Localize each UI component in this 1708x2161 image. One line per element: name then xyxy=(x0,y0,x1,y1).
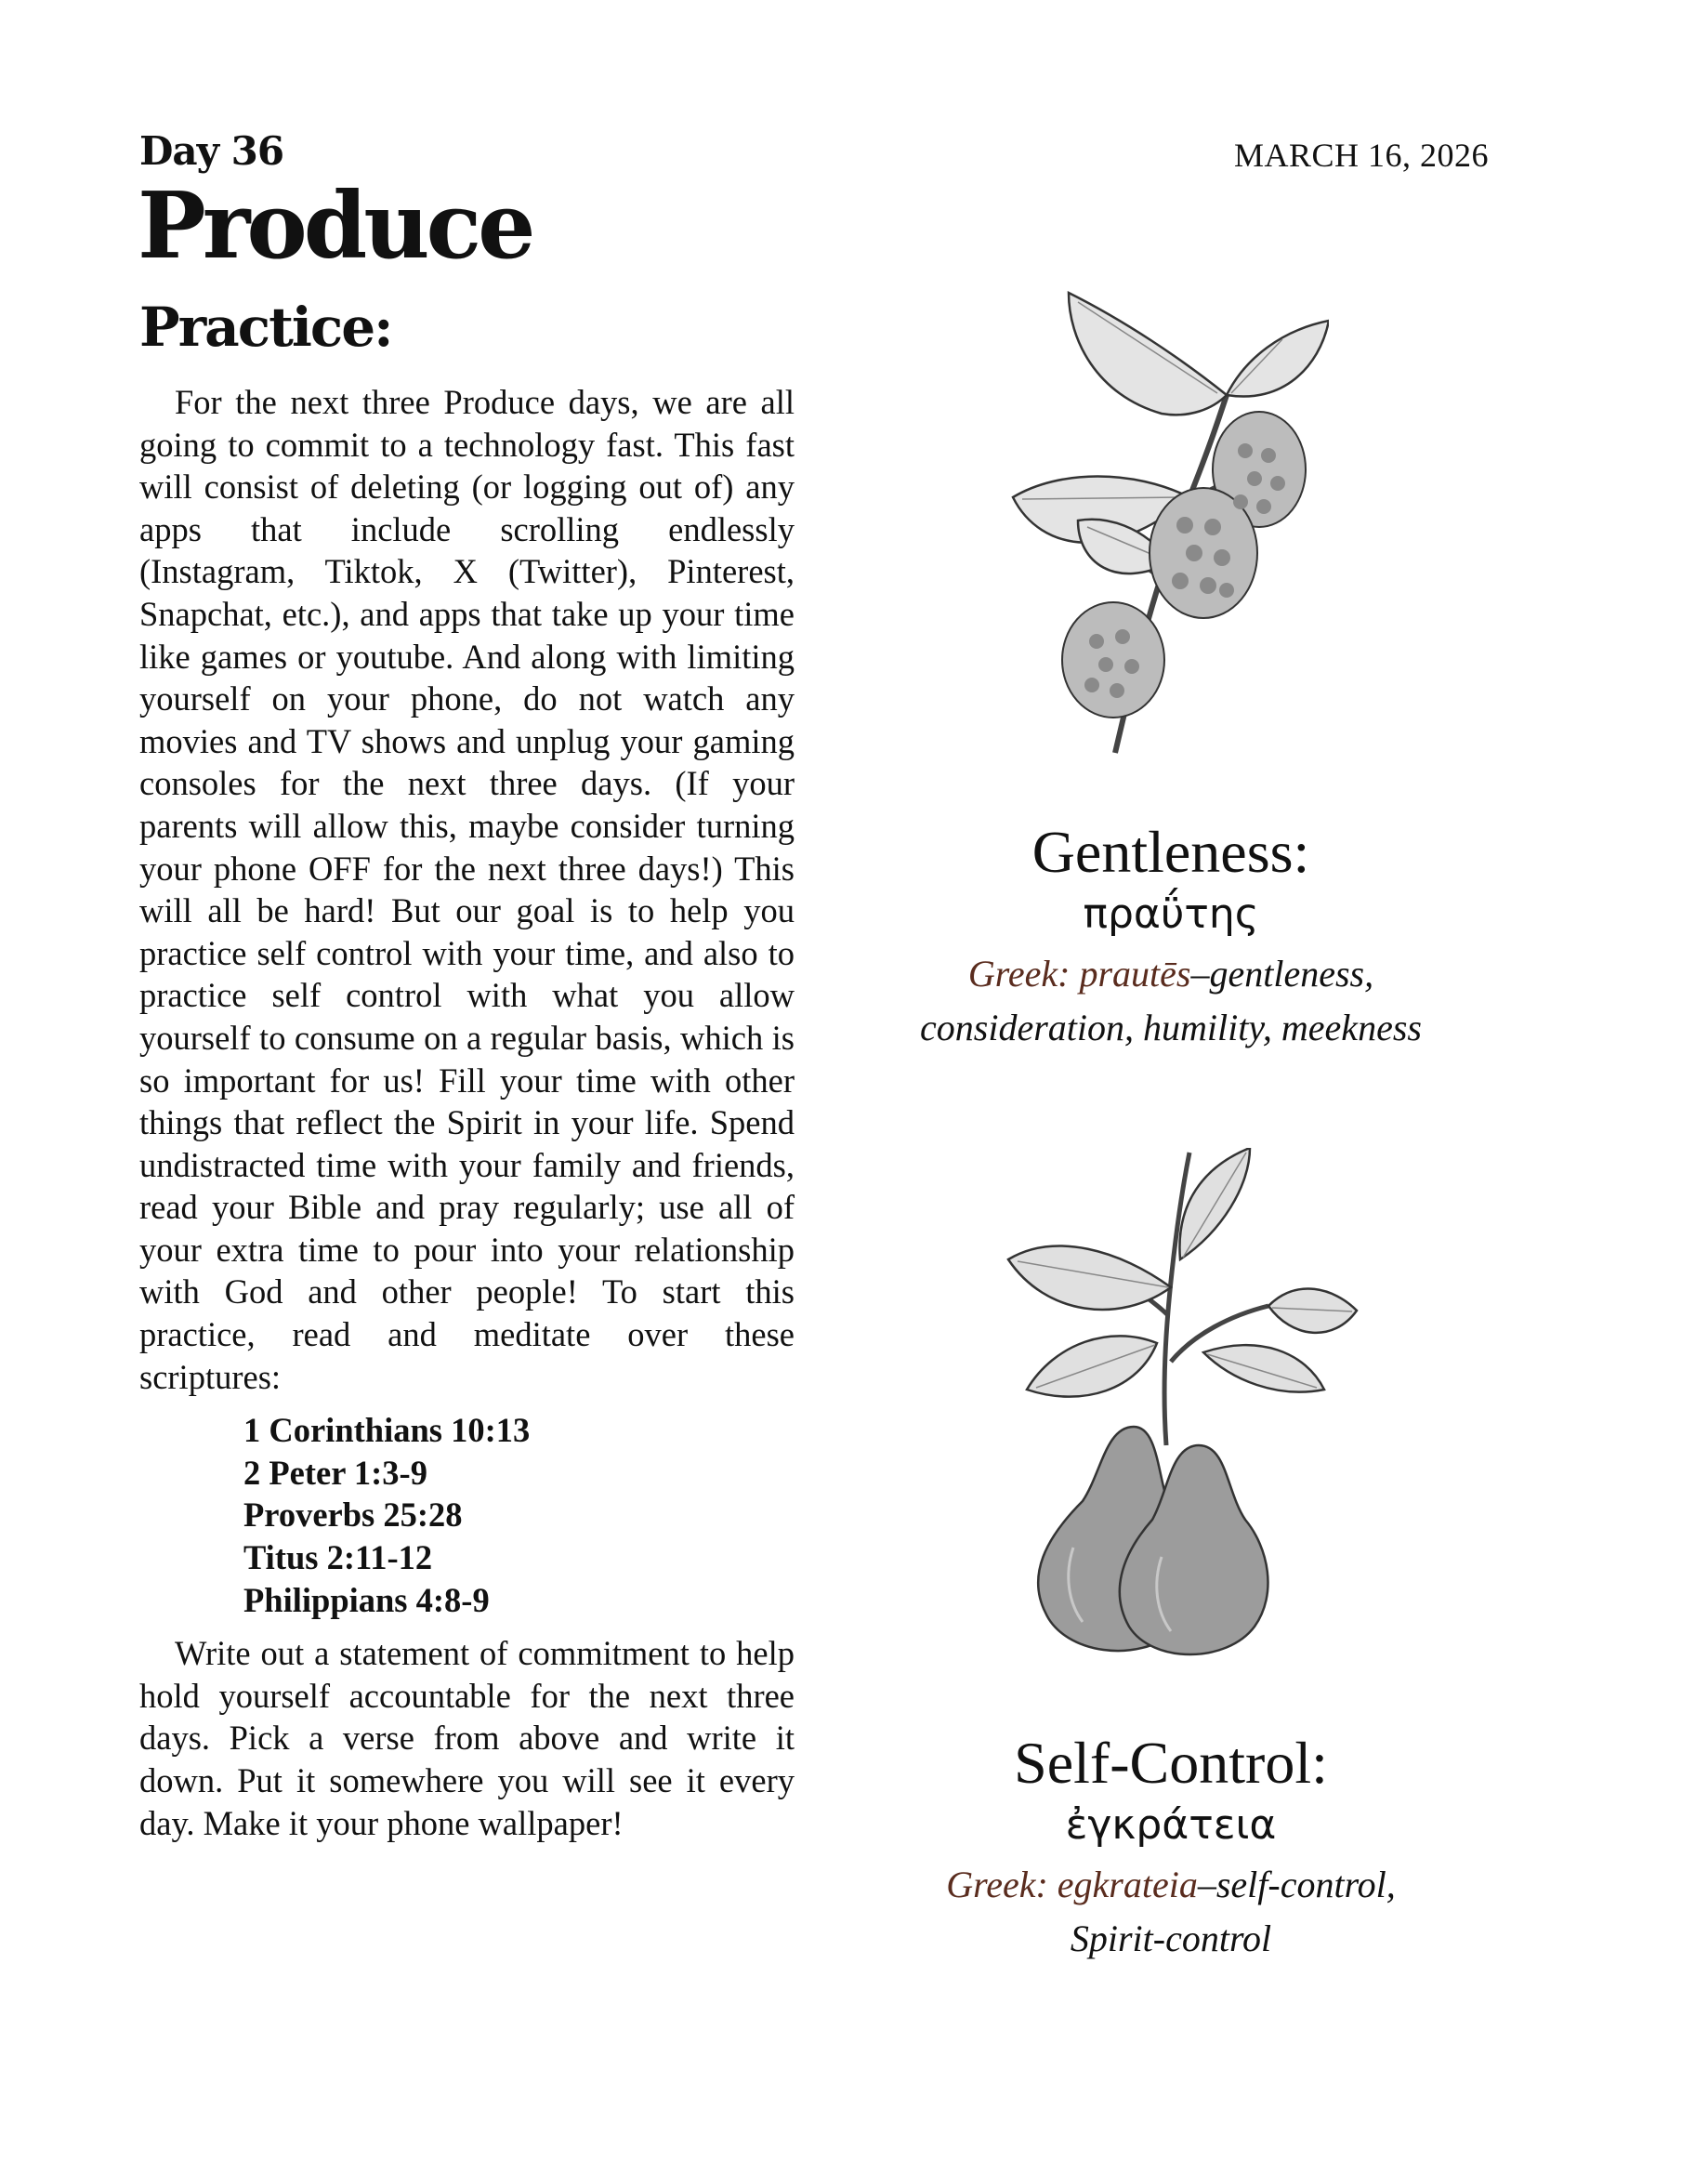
practice-body xyxy=(139,381,795,1844)
scripture-item: Titus 2:11-12 xyxy=(243,1538,433,1577)
raspberry-illustration xyxy=(976,283,1329,767)
scripture-item: 1 Corinthians 10:13 xyxy=(243,1411,531,1450)
date: MARCH 16, 2026 xyxy=(1233,137,1489,174)
page-title: Produce xyxy=(138,173,532,280)
gloss-text: –self-control, xyxy=(1197,1863,1396,1905)
day-label: Day 36 xyxy=(139,128,284,174)
scripture-item: Philippians 4:8-9 xyxy=(243,1580,490,1619)
practice-paragraph-1: For the next three Produce days, we are all going to commit to a technology fast. This fast will consist of deleting (or logging out of) any apps that include scrolling endlessly (Instagram, Tiktok, X (Twitter), Pinterest, Snapchat, etc.), and apps that take up your time like games or youtube. And along with limiting yourself on your phone, do not watch any movies and TV shows and unplug your gaming consoles for the next three days. (If your parents will allow this, maybe consider turning your phone OFF for the next three days!) This will all be hard! But our goal is to help you practice self control with your time, and also to practice self control with what you allow yourself to consume on a regular basis, which is so important for us! Fill your time with other things that reflect the Spirit in your life. Spend undistracted time with your family and friends, read your Bible and pray regularly; use all of your extra time to pour into your relationship with God and other people! To start this practice, read and meditate over these scriptures: xyxy=(139,383,795,1396)
greek-word: πραΰτης xyxy=(1083,889,1259,938)
gloss-label: Greek: prautēs xyxy=(967,952,1191,995)
greek-gloss xyxy=(864,947,1478,1055)
scripture-item: Proverbs 25:28 xyxy=(243,1496,463,1535)
greek-word: ἐγκράτεια xyxy=(1065,1800,1277,1849)
gloss-label: Greek: egkrateia xyxy=(946,1863,1198,1905)
practice-paragraph-2: Write out a statement of commitment to help hold yourself accountable for the next three days. Pick a verse from above and write it down. Put it somewhere you will see it every day. Make it your phone wallpaper! xyxy=(139,1634,795,1842)
scripture-item: 2 Peter 1:3-9 xyxy=(243,1453,427,1492)
fruit-name: Gentleness: xyxy=(1031,819,1310,885)
fruit-name: Self-Control: xyxy=(1014,1730,1328,1796)
gloss-text: –gentleness, xyxy=(1190,952,1374,995)
fruit-self-control xyxy=(864,1729,1478,1966)
pear-illustration xyxy=(971,1148,1361,1668)
greek-gloss xyxy=(864,1858,1478,1966)
fruit-gentleness xyxy=(864,818,1478,1055)
scripture-list xyxy=(243,1409,795,1621)
gloss-line-2: Spirit-control xyxy=(1070,1917,1272,1959)
gloss-line-2: consideration, humility, meekness xyxy=(920,1006,1422,1048)
practice-heading: Practice: xyxy=(139,296,392,359)
